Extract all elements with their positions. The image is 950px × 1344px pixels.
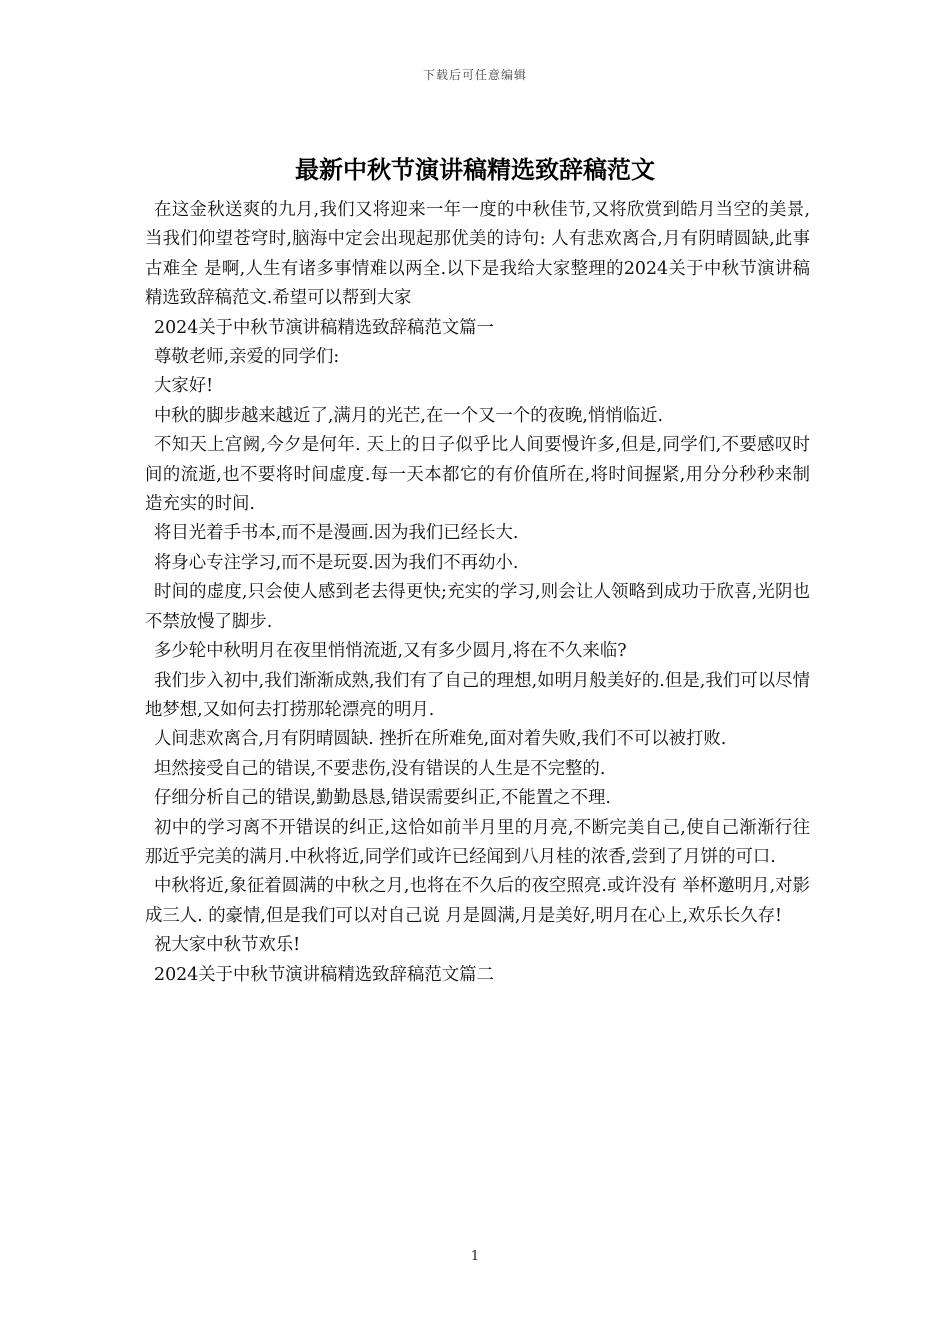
page-number: 1 bbox=[470, 1249, 480, 1264]
body-paragraph: 仔细分析自己的错误,勤勤恳恳,错误需要纠正,不能置之不理. bbox=[154, 788, 611, 809]
closing-line: 祝大家中秋节欢乐! bbox=[154, 935, 301, 956]
page-header: 下载后可任意编辑 bbox=[422, 68, 527, 82]
body-paragraph: 多少轮中秋明月在夜里悄悄流逝,又有多少圆月,将在不久来临? bbox=[154, 641, 627, 662]
document-title: 最新中秋节演讲稿精选致辞稿范文 bbox=[295, 155, 655, 184]
salutation: 尊敬老师,亲爱的同学们: bbox=[154, 347, 340, 368]
section-heading-1: 2024关于中秋节演讲稿精选致辞稿范文篇一 bbox=[154, 317, 494, 338]
body-paragraph: 坦然接受自己的错误,不要悲伤,没有错误的人生是不完整的. bbox=[154, 758, 606, 779]
body-paragraph: 将身心专注学习,而不是玩耍.因为我们不再幼小. bbox=[154, 552, 519, 573]
body-paragraph: 中秋将近,象征着圆满的中秋之月,也将在不久后的夜空照亮.或许没有 举杯邀明月,对影成三人. 的豪情,但是我们可以对自己说 月是圆满,月是美好,明月在心上,欢乐长久存! bbox=[145, 876, 810, 926]
body-paragraph: 人间悲欢离合,月有阴晴圆缺. 挫折在所难免,面对着失败,我们不可以被打败. bbox=[154, 729, 727, 750]
body-paragraph: 初中的学习离不开错误的纠正,这恰如前半月里的月亮,不断完美自己,使自己渐渐行往那近乎完美的满月.中秋将近,同学们或许已经闻到八月桂的浓香,尝到了月饼的可口. bbox=[145, 817, 810, 867]
section-heading-2: 2024关于中秋节演讲稿精选致辞稿范文篇二 bbox=[154, 964, 494, 985]
document-body bbox=[145, 196, 810, 990]
body-paragraph: 中秋的脚步越来越近了,满月的光芒,在一个又一个的夜晚,悄悄临近. bbox=[154, 405, 664, 426]
intro-paragraph: 在这金秋送爽的九月,我们又将迎来一年一度的中秋佳节,又将欣赏到皓月当空的美景,当我们仰望苍穹时,脑海中定会出现起那优美的诗句: 人有悲欢离合,月有阴晴圆缺,此事古难全 是啊,人生有诸多事情难以两全.以下是我给大家整理的2024关于中秋节演讲稿精选致辞稿范文.希望可以帮到大家 bbox=[145, 200, 810, 309]
body-paragraph: 将目光着手书本,而不是漫画.因为我们已经长大. bbox=[154, 523, 519, 544]
body-paragraph: 时间的虚度,只会使人感到老去得更快;充实的学习,则会让人领略到成功于欣喜,光阴也不禁放慢了脚步. bbox=[145, 582, 810, 632]
body-paragraph: 不知天上宫阙,今夕是何年. 天上的日子似乎比人间要慢许多,但是,同学们,不要感叹时间的流逝,也不要将时间虚度.每一天本都它的有价值所在,将时间握紧,用分分秒秒来制造充实的时间. bbox=[145, 435, 810, 515]
greeting: 大家好! bbox=[154, 376, 214, 397]
body-paragraph: 我们步入初中,我们渐渐成熟,我们有了自己的理想,如明月般美好的.但是,我们可以尽情地梦想,又如何去打捞那轮漂亮的明月. bbox=[145, 670, 810, 720]
